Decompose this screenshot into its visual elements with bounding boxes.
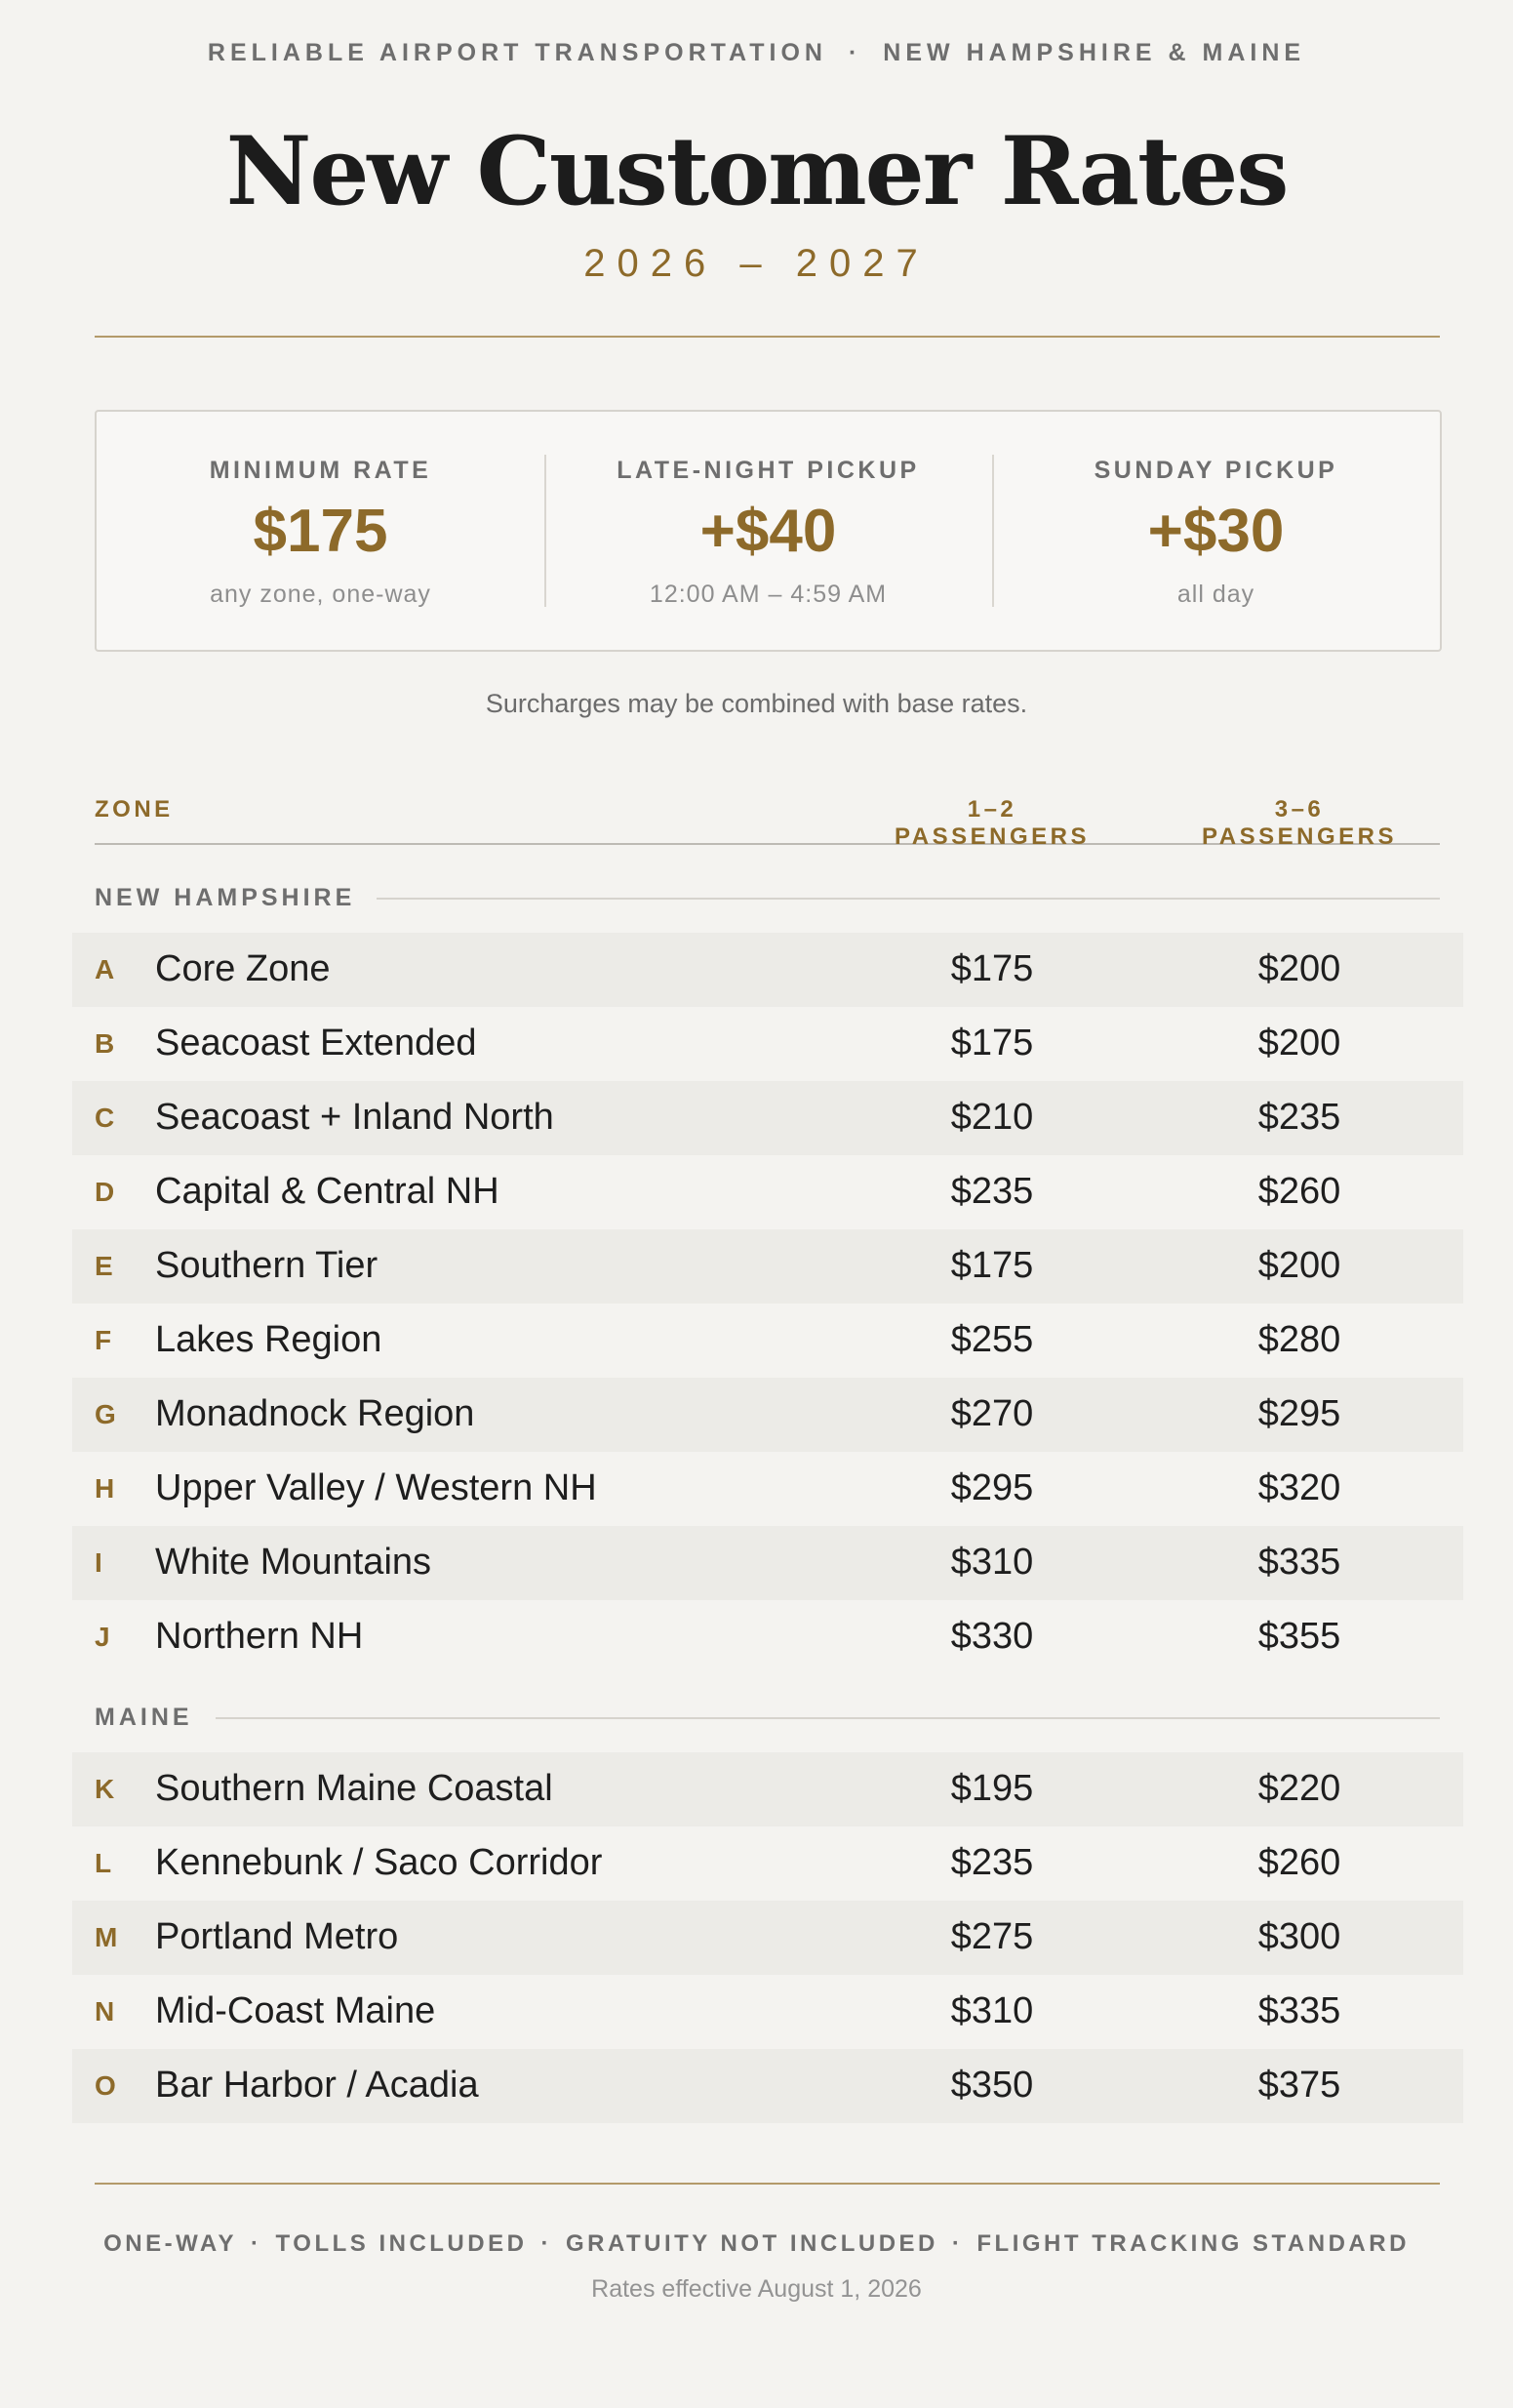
price-1-2-passengers: $270 [950,1393,1034,1434]
footer-term: TOLLS INCLUDED [275,2230,528,2257]
surcharge-label: SUNDAY PICKUP [1094,457,1338,484]
zone-letter: O [95,2070,116,2101]
price-3-6-passengers: $295 [1257,1393,1341,1434]
tagline-left: RELIABLE AIRPORT TRANSPORTATION [207,39,827,66]
price-3-6-passengers: $200 [1257,1245,1341,1286]
zone-name: Mid-Coast Maine [155,1990,436,2031]
zone-name: Upper Valley / Western NH [155,1467,597,1508]
table-row [72,2049,1463,2123]
zone-name: Seacoast Extended [155,1023,477,1064]
price-3-6-passengers: $355 [1257,1616,1341,1657]
price-3-6-passengers: $335 [1257,1542,1341,1583]
table-row [72,1081,1463,1155]
surcharge-note: any zone, one-way [210,581,431,609]
price-1-2-passengers: $235 [950,1842,1034,1883]
footer-separator: · [540,2230,552,2257]
table-row [72,1600,1463,1674]
price-1-2-passengers: $175 [950,948,1034,989]
rate-rows-new-hampshire [72,933,1463,1674]
price-3-6-passengers: $260 [1257,1842,1341,1883]
zone-name: White Mountains [155,1542,432,1583]
tagline [0,39,1513,67]
footer-separator: · [251,2230,262,2257]
tagline-right: NEW HAMPSHIRE & MAINE [883,39,1306,66]
price-3-6-passengers: $320 [1257,1467,1341,1508]
price-1-2-passengers: $310 [950,1542,1034,1583]
footer-terms [0,2230,1513,2258]
surcharge-value: +$30 [1147,498,1285,565]
rate-rows-maine [72,1752,1463,2123]
surcharge-sunday [992,412,1440,650]
zone-letter: F [95,1325,112,1355]
table-row [72,933,1463,1007]
top-divider [95,336,1440,338]
price-3-6-passengers: $220 [1257,1768,1341,1809]
rate-years: 2026 – 2027 [583,242,930,285]
table-row [72,1452,1463,1526]
effective-date: Rates effective August 1, 2026 [591,2275,922,2303]
zone-name: Kennebunk / Saco Corridor [155,1842,603,1883]
zone-letter: D [95,1177,115,1207]
section-label: MAINE [95,1704,213,1732]
zone-name: Bar Harbor / Acadia [155,2065,479,2106]
price-1-2-passengers: $235 [950,1171,1034,1212]
section-divider [216,1717,1440,1719]
footer-term: FLIGHT TRACKING STANDARD [976,2230,1410,2257]
section-label: NEW HAMPSHIRE [95,884,375,912]
zone-letter: H [95,1473,115,1504]
zone-letter: L [95,1848,112,1878]
table-row [72,1155,1463,1229]
price-1-2-passengers: $255 [950,1319,1034,1360]
zone-letter: C [95,1103,115,1133]
price-1-2-passengers: $195 [950,1768,1034,1809]
combine-note: Surcharges may be combined with base rates. [485,689,1028,718]
table-row [72,1007,1463,1081]
column-header-1-2-passengers: 1–2 PASSENGERS [895,796,1090,850]
section-divider [377,898,1440,900]
price-1-2-passengers: $175 [950,1023,1034,1064]
column-header-zone: ZONE [95,796,174,823]
table-row [72,1378,1463,1452]
zone-letter: G [95,1399,116,1429]
table-row [72,1975,1463,2049]
zone-letter: J [95,1622,110,1652]
surcharge-late-night [544,412,992,650]
price-1-2-passengers: $275 [950,1916,1034,1957]
price-1-2-passengers: $310 [950,1990,1034,2031]
surcharge-value: +$40 [699,498,837,565]
price-3-6-passengers: $200 [1257,1023,1341,1064]
price-3-6-passengers: $235 [1257,1097,1341,1138]
column-header-3-6-passengers: 3–6 PASSENGERS [1202,796,1397,850]
table-header [95,792,1440,850]
table-row [72,1304,1463,1378]
zone-letter: A [95,954,115,984]
footer-separator: · [951,2230,964,2257]
zone-name: Southern Maine Coastal [155,1768,553,1809]
zone-letter: B [95,1028,115,1059]
zone-letter: E [95,1251,113,1281]
surcharge-minimum-rate [97,412,544,650]
footer-term: GRATUITY NOT INCLUDED [565,2230,938,2257]
table-row [72,1901,1463,1975]
zone-name: Lakes Region [155,1319,382,1360]
table-row [72,1526,1463,1600]
price-3-6-passengers: $200 [1257,948,1341,989]
zone-name: Capital & Central NH [155,1171,499,1212]
price-3-6-passengers: $300 [1257,1916,1341,1957]
bottom-divider [95,2183,1440,2185]
surcharge-note: all day [1176,581,1255,609]
price-1-2-passengers: $295 [950,1467,1034,1508]
zone-letter: N [95,1996,115,2027]
zone-name: Monadnock Region [155,1393,475,1434]
footer-term: ONE-WAY [103,2230,238,2257]
zone-letter: I [95,1547,102,1578]
price-1-2-passengers: $210 [950,1097,1034,1138]
zone-letter: K [95,1774,115,1804]
zone-name: Southern Tier [155,1245,378,1286]
surcharge-label: LATE-NIGHT PICKUP [617,457,920,484]
zone-name: Northern NH [155,1616,364,1657]
zone-letter: M [95,1922,118,1952]
price-1-2-passengers: $350 [950,2065,1034,2106]
surcharge-value: $175 [253,498,388,565]
price-3-6-passengers: $375 [1257,2065,1341,2106]
surcharge-panel [95,410,1442,652]
tagline-separator: · [848,39,862,66]
price-3-6-passengers: $335 [1257,1990,1341,2031]
table-row [72,1229,1463,1304]
section-header-new-hampshire [95,880,1440,919]
price-1-2-passengers: $175 [950,1245,1034,1286]
price-3-6-passengers: $280 [1257,1319,1341,1360]
zone-name: Core Zone [155,948,331,989]
zone-name: Seacoast + Inland North [155,1097,554,1138]
price-3-6-passengers: $260 [1257,1171,1341,1212]
section-header-maine [95,1700,1440,1739]
zone-name: Portland Metro [155,1916,399,1957]
page-title: New Customer Rates [225,116,1288,226]
table-row [72,1826,1463,1901]
surcharge-label: MINIMUM RATE [209,457,432,484]
table-row [72,1752,1463,1826]
price-1-2-passengers: $330 [950,1616,1034,1657]
surcharge-note: 12:00 AM – 4:59 AM [649,581,888,609]
